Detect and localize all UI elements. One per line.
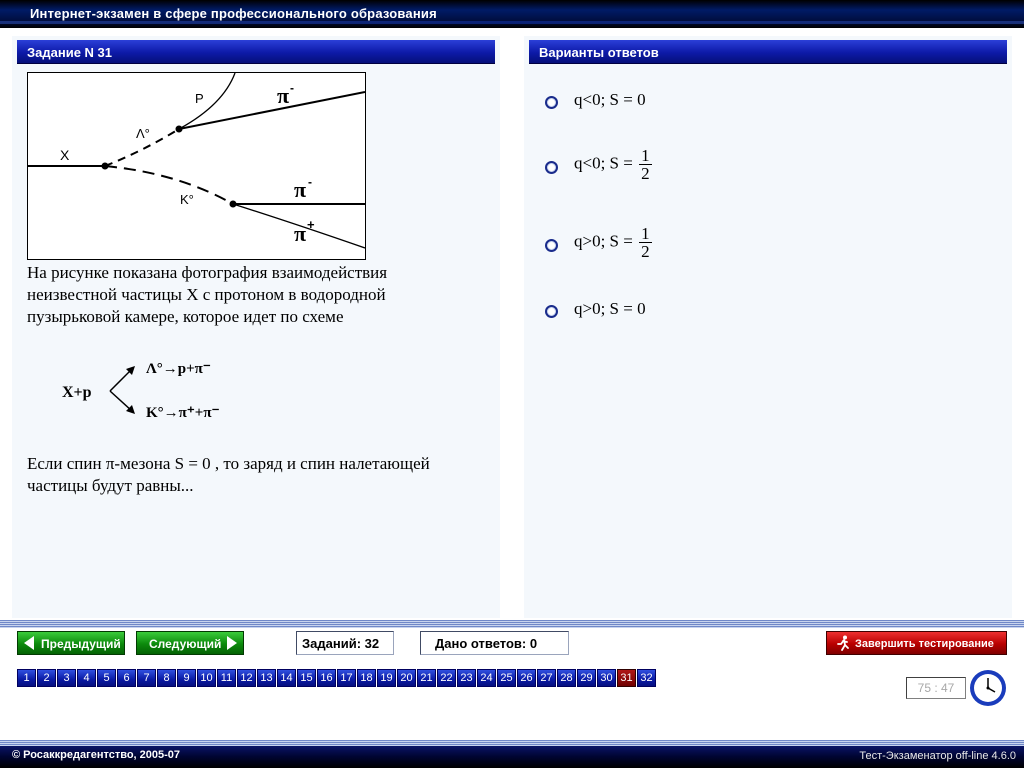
track-diagram xyxy=(28,73,365,259)
page-button-6[interactable]: 6 xyxy=(117,669,136,687)
reaction-left: X+p xyxy=(62,384,92,401)
reaction-upper: Λ°→p+π⁻ xyxy=(146,361,211,377)
page-button-19[interactable]: 19 xyxy=(377,669,396,687)
page-button-20[interactable]: 20 xyxy=(397,669,416,687)
question-text-1 xyxy=(27,262,487,328)
page-button-7[interactable]: 7 xyxy=(137,669,156,687)
page-button-30[interactable]: 30 xyxy=(597,669,616,687)
finish-test-button[interactable] xyxy=(826,631,1007,655)
answer-option-3-label xyxy=(574,225,652,260)
question-text-2 xyxy=(27,453,487,497)
finish-test-label: Завершить тестирование xyxy=(855,638,994,650)
fraction xyxy=(639,147,652,182)
toolbar-separator xyxy=(0,620,1024,628)
page-button-23[interactable]: 23 xyxy=(457,669,476,687)
page-button-1[interactable]: 1 xyxy=(17,669,36,687)
app-version: Тест-Экзаменатор off-line 4.6.0 xyxy=(859,750,1016,762)
page-button-4[interactable]: 4 xyxy=(77,669,96,687)
page-button-22[interactable]: 22 xyxy=(437,669,456,687)
page-button-8[interactable]: 8 xyxy=(157,669,176,687)
page-button-32[interactable]: 32 xyxy=(637,669,656,687)
prev-button[interactable] xyxy=(17,631,125,655)
fraction-numerator: 1 xyxy=(641,224,650,243)
answer-option-1-text: q<0; S = 0 xyxy=(574,90,646,109)
page-button-17[interactable]: 17 xyxy=(337,669,356,687)
arrow-left-icon xyxy=(24,636,34,650)
answers-header: Варианты ответов xyxy=(529,40,1007,64)
page-button-10[interactable]: 10 xyxy=(197,669,216,687)
page-button-29[interactable]: 29 xyxy=(577,669,596,687)
title-bar-shine xyxy=(0,21,1024,24)
page-button-15[interactable]: 15 xyxy=(297,669,316,687)
page-button-21[interactable]: 21 xyxy=(417,669,436,687)
label-pi-plus-sign: + xyxy=(307,217,315,232)
label-pi-minus-top: π xyxy=(277,83,290,108)
label-pi-minus-top-sign: - xyxy=(290,81,294,95)
reaction-scheme xyxy=(60,355,260,425)
clock-icon xyxy=(968,668,1008,708)
radio-button[interactable] xyxy=(545,239,558,252)
footer xyxy=(0,746,1024,768)
question-text-1-line-1: На рисунке показана фотография взаимодействия xyxy=(27,263,388,282)
label-lambda: Λ° xyxy=(136,126,150,141)
runner-icon xyxy=(835,635,851,651)
radio-button[interactable] xyxy=(545,161,558,174)
radio-button[interactable] xyxy=(545,96,558,109)
answer-option-2-label xyxy=(574,147,652,182)
page-button-3[interactable]: 3 xyxy=(57,669,76,687)
page-button-25[interactable]: 25 xyxy=(497,669,516,687)
radio-button[interactable] xyxy=(545,305,558,318)
window-title: Интернет-экзамен в сфере профессионального образования xyxy=(30,6,437,21)
question-text-1-line-2: неизвестной частицы X с протоном в водородной xyxy=(27,285,386,304)
answer-option-1-label xyxy=(574,90,646,110)
page-button-28[interactable]: 28 xyxy=(557,669,576,687)
fraction-denominator: 2 xyxy=(641,164,650,183)
prev-button-label: Предыдущий xyxy=(41,637,121,651)
page-button-12[interactable]: 12 xyxy=(237,669,256,687)
page-button-16[interactable]: 16 xyxy=(317,669,336,687)
answer-option-3-text: q>0; S = xyxy=(574,231,633,251)
bubble-chamber-figure xyxy=(27,72,366,260)
copyright: © Росаккредагентство, 2005-07 xyxy=(12,749,181,761)
label-pi-minus-bottom: π xyxy=(294,177,307,202)
page-button-27[interactable]: 27 xyxy=(537,669,556,687)
answer-option-4-label xyxy=(574,299,646,319)
page-button-13[interactable]: 13 xyxy=(257,669,276,687)
fraction-denominator: 2 xyxy=(641,242,650,261)
page-button-24[interactable]: 24 xyxy=(477,669,496,687)
next-button[interactable] xyxy=(136,631,244,655)
reaction-lower: K°→π⁺+π⁻ xyxy=(146,405,220,421)
answer-option-2-text: q<0; S = xyxy=(574,153,633,173)
label-p: P xyxy=(195,91,204,106)
page-button-26[interactable]: 26 xyxy=(517,669,536,687)
question-text-1-line-3: пузырьковой камере, которое идет по схеме xyxy=(27,307,344,326)
fraction xyxy=(639,225,652,260)
reaction-arrows xyxy=(60,355,260,425)
answers-given-count: Дано ответов: 0 xyxy=(420,631,569,655)
question-text-2-line-2: частицы будут равны... xyxy=(27,476,194,495)
page-button-18[interactable]: 18 xyxy=(357,669,376,687)
task-header: Задание N 31 xyxy=(17,40,495,64)
timer-display: 75 : 47 xyxy=(906,677,966,699)
title-bar xyxy=(0,0,1024,28)
arrow-right-icon xyxy=(227,636,237,650)
answers-panel xyxy=(524,36,1012,618)
label-pi-plus: π xyxy=(294,221,307,246)
label-x: X xyxy=(60,147,70,163)
answer-option-4-text: q>0; S = 0 xyxy=(574,299,646,318)
label-pi-minus-bottom-sign: - xyxy=(308,175,312,189)
page-button-14[interactable]: 14 xyxy=(277,669,296,687)
page-button-31[interactable]: 31 xyxy=(617,669,636,687)
page-button-2[interactable]: 2 xyxy=(37,669,56,687)
fraction-numerator: 1 xyxy=(641,146,650,165)
tasks-count: Заданий: 32 xyxy=(296,631,394,655)
page-button-11[interactable]: 11 xyxy=(217,669,236,687)
label-kaon: K° xyxy=(180,192,194,207)
next-button-label: Следующий xyxy=(149,637,222,651)
page-button-9[interactable]: 9 xyxy=(177,669,196,687)
page-button-5[interactable]: 5 xyxy=(97,669,116,687)
question-text-2-line-1: Если спин π-мезона S = 0 , то заряд и спин налетающей xyxy=(27,454,430,473)
